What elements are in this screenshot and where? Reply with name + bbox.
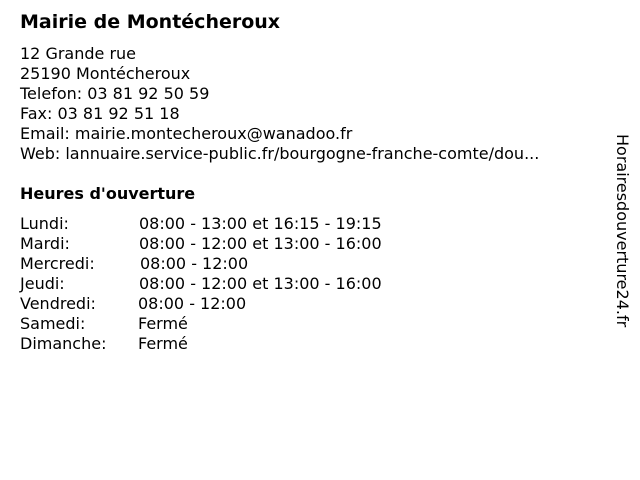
page-title: Mairie de Montécheroux: [20, 11, 281, 33]
time-value: 08:00 - 12:00: [140, 254, 249, 273]
email-address: Email: mairie.montecheroux@wanadoo.fr: [20, 124, 353, 143]
website-link: Web: lannuaire.service-public.fr/bourgogne-franche-comte/dou...: [20, 144, 540, 163]
day-label: Mercredi:: [20, 254, 95, 273]
day-label: Samedi:: [20, 314, 86, 333]
day-label: Jeudi:: [20, 274, 65, 293]
fax-number: Fax: 03 81 92 51 18: [20, 104, 180, 123]
opening-hours-heading: Heures d'ouverture: [20, 184, 196, 203]
day-label: Mardi:: [20, 234, 70, 253]
time-value: 08:00 - 12:00 et 13:00 - 16:00: [139, 274, 382, 293]
time-value: 08:00 - 12:00 et 13:00 - 16:00: [139, 234, 382, 253]
phone-number: Telefon: 03 81 92 50 59: [20, 84, 210, 103]
address-street: 12 Grande rue: [20, 44, 137, 63]
address-city: 25190 Montécheroux: [20, 64, 191, 83]
day-label: Dimanche:: [20, 334, 107, 353]
site-watermark: Horairesdouverture24.fr: [613, 134, 632, 328]
contact-info: [20, 44, 539, 164]
time-value: 08:00 - 13:00 et 16:15 - 19:15: [139, 214, 382, 233]
time-value: 08:00 - 12:00: [138, 294, 247, 313]
time-value: Fermé: [138, 334, 188, 353]
day-label: Lundi:: [20, 214, 69, 233]
time-value: Fermé: [138, 314, 188, 333]
day-label: Vendredi:: [20, 294, 96, 313]
